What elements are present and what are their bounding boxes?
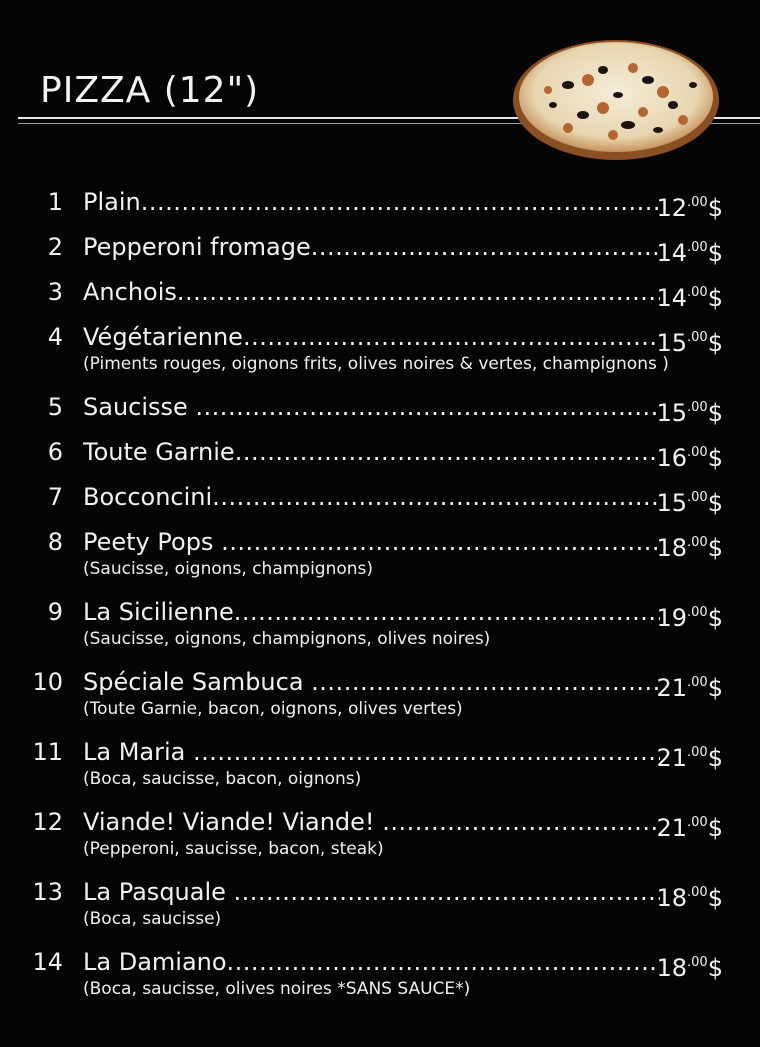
item-name: Saucisse xyxy=(83,393,196,421)
price-cents: .00 xyxy=(687,605,708,620)
price-dollars: 18 xyxy=(656,534,688,562)
item-name: Peety Pops xyxy=(83,528,222,556)
item-price xyxy=(656,385,723,436)
price-currency: $ xyxy=(707,604,723,632)
price-dollars: 21 xyxy=(656,674,688,702)
item-number: 3 xyxy=(47,278,63,306)
item-name: Viande! Viande! Viande! xyxy=(83,808,383,836)
item-name-leader xyxy=(83,180,660,225)
menu-item xyxy=(0,660,760,730)
price-dollars: 15 xyxy=(656,399,688,427)
menu-item-row xyxy=(0,430,760,475)
price-dollars: 16 xyxy=(656,444,688,472)
price-cents: .00 xyxy=(687,490,708,505)
item-name-leader xyxy=(83,475,660,520)
menu-item xyxy=(0,800,760,870)
menu-item-row xyxy=(0,385,760,430)
menu-item xyxy=(0,430,760,475)
page-title: PIZZA (12") xyxy=(40,70,260,111)
item-description: (Boca, saucisse, olives noires *SANS SAUCE*) xyxy=(83,979,471,999)
price-cents: .00 xyxy=(687,885,708,900)
price-dollars: 14 xyxy=(656,284,688,312)
item-name: Végétarienne xyxy=(83,323,243,351)
price-cents: .00 xyxy=(687,535,708,550)
price-currency: $ xyxy=(707,194,723,222)
menu-item-row xyxy=(0,225,760,270)
item-name-leader xyxy=(83,225,660,270)
item-price xyxy=(656,270,723,321)
item-name-leader xyxy=(83,430,660,475)
menu-item-row xyxy=(0,270,760,315)
menu-item-row xyxy=(0,475,760,520)
price-dollars: 15 xyxy=(656,329,688,357)
price-dollars: 18 xyxy=(656,954,688,982)
price-currency: $ xyxy=(707,329,723,357)
item-description: (Boca, saucisse, bacon, oignons) xyxy=(83,769,362,789)
menu-item xyxy=(0,520,760,590)
price-dollars: 15 xyxy=(656,489,688,517)
item-name-leader xyxy=(83,270,660,315)
item-description: (Piments rouges, oignons frits, olives noires & vertes, champignons ) xyxy=(83,354,669,374)
item-name: La Pasquale xyxy=(83,878,234,906)
price-cents: .00 xyxy=(687,445,708,460)
item-description: (Toute Garnie, bacon, oignons, olives vertes) xyxy=(83,699,463,719)
item-price xyxy=(656,180,723,231)
item-number: 11 xyxy=(32,738,63,766)
item-name-leader xyxy=(83,385,660,430)
price-dollars: 19 xyxy=(656,604,688,632)
item-number: 12 xyxy=(32,808,63,836)
menu-item xyxy=(0,870,760,940)
price-currency: $ xyxy=(707,399,723,427)
item-number: 8 xyxy=(47,528,63,556)
menu-item xyxy=(0,590,760,660)
item-price xyxy=(656,475,723,526)
price-dollars: 14 xyxy=(656,239,688,267)
item-price xyxy=(656,225,723,276)
item-description: (Pepperoni, saucisse, bacon, steak) xyxy=(83,839,384,859)
price-cents: .00 xyxy=(687,955,708,970)
item-number: 4 xyxy=(47,323,63,351)
price-currency: $ xyxy=(707,814,723,842)
price-cents: .00 xyxy=(687,400,708,415)
price-currency: $ xyxy=(707,489,723,517)
price-currency: $ xyxy=(707,884,723,912)
price-currency: $ xyxy=(707,239,723,267)
menu-item xyxy=(0,475,760,520)
item-name: La Maria xyxy=(83,738,193,766)
item-description: (Saucisse, oignons, champignons, olives noires) xyxy=(83,629,491,649)
item-number: 2 xyxy=(47,233,63,261)
price-dollars: 21 xyxy=(656,744,688,772)
price-dollars: 12 xyxy=(656,194,688,222)
menu-item xyxy=(0,270,760,315)
price-cents: .00 xyxy=(687,285,708,300)
menu-item xyxy=(0,225,760,270)
price-dollars: 21 xyxy=(656,814,688,842)
pizza-photo-icon xyxy=(508,30,723,165)
price-cents: .00 xyxy=(687,675,708,690)
item-price xyxy=(656,430,723,481)
menu-item-row xyxy=(0,180,760,225)
item-number: 9 xyxy=(47,598,63,626)
menu-item xyxy=(0,180,760,225)
item-name: La Sicilienne xyxy=(83,598,234,626)
menu-item xyxy=(0,315,760,385)
price-currency: $ xyxy=(707,744,723,772)
menu-list xyxy=(0,180,760,1010)
item-name: Pepperoni fromage xyxy=(83,233,311,261)
price-cents: .00 xyxy=(687,815,708,830)
menu-item xyxy=(0,940,760,1010)
price-cents: .00 xyxy=(687,745,708,760)
item-name: Plain xyxy=(83,188,141,216)
item-description: (Saucisse, oignons, champignons) xyxy=(83,559,374,579)
item-number: 5 xyxy=(47,393,63,421)
price-cents: .00 xyxy=(687,195,708,210)
item-number: 13 xyxy=(32,878,63,906)
price-currency: $ xyxy=(707,444,723,472)
item-number: 6 xyxy=(47,438,63,466)
item-name: Spéciale Sambuca xyxy=(83,668,312,696)
price-cents: .00 xyxy=(687,330,708,345)
menu-item xyxy=(0,730,760,800)
item-description: (Boca, saucisse) xyxy=(83,909,222,929)
item-number: 10 xyxy=(32,668,63,696)
item-number: 7 xyxy=(47,483,63,511)
item-name: Anchois xyxy=(83,278,177,306)
price-dollars: 18 xyxy=(656,884,688,912)
price-currency: $ xyxy=(707,954,723,982)
menu-item xyxy=(0,385,760,430)
price-currency: $ xyxy=(707,674,723,702)
item-number: 14 xyxy=(32,948,63,976)
item-name: La Damiano xyxy=(83,948,227,976)
price-currency: $ xyxy=(707,534,723,562)
price-currency: $ xyxy=(707,284,723,312)
item-name: Toute Garnie xyxy=(83,438,235,466)
item-name: Bocconcini xyxy=(83,483,213,511)
item-number: 1 xyxy=(47,188,63,216)
price-cents: .00 xyxy=(687,240,708,255)
